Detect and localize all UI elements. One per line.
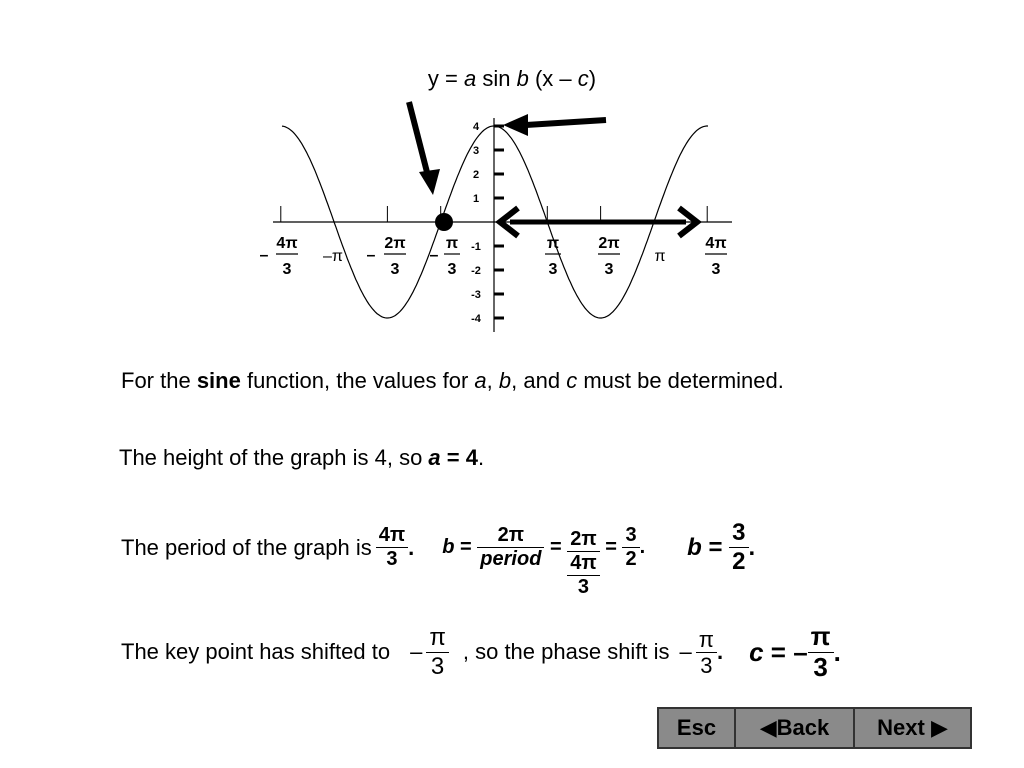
fraction-pi-over-3 <box>696 627 717 679</box>
x-label-pi: π <box>654 248 666 265</box>
minus-sign: – <box>410 639 423 665</box>
fraction-3-over-2 <box>622 524 639 571</box>
frac-den: 2 <box>729 547 748 576</box>
fraction-period <box>376 524 408 571</box>
y-tick-label: 4 <box>472 121 480 133</box>
phase-shift-fraction <box>680 627 724 679</box>
y-tick-label: 2 <box>472 169 480 181</box>
navigation-bar <box>657 707 972 749</box>
text: must be determined. <box>577 368 784 393</box>
text: The key point has shifted to <box>121 639 391 665</box>
fraction-2pi-over-4pi3 <box>567 528 599 599</box>
formula-c: c <box>577 66 589 91</box>
var-b: b <box>687 533 702 561</box>
label-num: π <box>546 235 560 252</box>
label-den: 3 <box>711 261 721 278</box>
fraction-pi-over-3 <box>426 624 449 680</box>
label-num: 2π <box>384 235 406 252</box>
sine-graph <box>0 0 1024 345</box>
equals-four: = 4 <box>440 445 478 470</box>
label-sign: – <box>429 247 439 264</box>
frac-num: 2π <box>570 528 597 550</box>
b-result <box>687 519 755 575</box>
label-den: 3 <box>604 261 614 278</box>
arrow-to-key-point <box>409 102 440 195</box>
var-a: a <box>474 368 487 393</box>
y-tick-label: -1 <box>471 241 481 253</box>
frac-den: 3 <box>696 652 717 678</box>
y-tick-label: -4 <box>471 313 481 325</box>
x-label-pi-3 <box>545 235 561 278</box>
label-sign: – <box>366 247 376 264</box>
var-b: b <box>498 368 512 393</box>
var-c: c <box>749 636 764 667</box>
frac-num: 3 <box>732 519 746 547</box>
y-tick-label: 3 <box>472 145 480 157</box>
text: . <box>833 636 841 667</box>
var-b: b <box>442 536 455 558</box>
formula-sin: sin <box>476 66 517 91</box>
frac-num: 4π <box>378 524 406 546</box>
x-label-neg-2pi-3 <box>367 235 406 278</box>
frac-num: π <box>429 624 446 652</box>
esc-button[interactable]: Esc <box>659 709 736 747</box>
text: The height of the graph is 4, so <box>119 445 429 470</box>
label-num: 4π <box>705 235 727 252</box>
formula-b: b <box>516 66 529 91</box>
text-line-period <box>121 512 756 598</box>
fraction-result <box>729 519 748 575</box>
back-button[interactable]: ◀Back <box>736 709 855 747</box>
frac-den: period <box>477 547 544 571</box>
equals-minus: = – <box>763 636 808 667</box>
text: For the <box>121 368 197 393</box>
text: . <box>639 536 646 558</box>
text-line-height <box>119 445 484 471</box>
frac-den-den: 3 <box>567 575 599 599</box>
label-den: 3 <box>447 261 457 278</box>
text: . <box>748 533 756 561</box>
formula-a: a <box>463 66 477 91</box>
label-den: 3 <box>282 261 292 278</box>
period-double-arrow <box>500 208 697 236</box>
var-c: c <box>566 368 578 393</box>
next-button[interactable]: Next ▶ <box>877 715 948 740</box>
frac-num: π <box>698 626 714 652</box>
label-num: 4π <box>276 235 298 252</box>
equals: = <box>544 536 568 558</box>
label-sign: – <box>259 247 269 264</box>
text: . <box>477 445 485 470</box>
formula-paren-close: ) <box>588 66 597 91</box>
x-label-neg-pi: –π <box>323 248 343 265</box>
label-num: 2π <box>598 235 620 252</box>
formula-paren-open: (x – <box>528 66 578 91</box>
frac-den: 3 <box>376 547 408 571</box>
frac-den: 3 <box>808 652 834 683</box>
key-point-dot <box>435 213 453 231</box>
x-label-4pi-3 <box>705 235 727 278</box>
text: , <box>486 368 499 393</box>
shift-fraction <box>410 624 449 680</box>
var-a: a <box>428 445 441 470</box>
fraction-result <box>808 622 834 683</box>
frac-num: 3 <box>625 524 637 546</box>
text-line-phase-shift <box>121 622 841 683</box>
frac-num: π <box>810 621 831 651</box>
formula-y-eq: y = <box>427 66 464 91</box>
frac-den: 2 <box>622 547 639 571</box>
text-bold-sine: sine <box>196 368 241 393</box>
x-label-neg-4pi-3 <box>260 235 298 278</box>
text: The period of the graph is <box>121 534 372 560</box>
x-label-2pi-3 <box>598 235 620 278</box>
y-tick-label: 1 <box>472 193 480 205</box>
label-den: 3 <box>548 261 558 278</box>
frac-den: 3 <box>426 652 449 681</box>
y-tick-label: -2 <box>471 265 481 277</box>
fraction-2pi-over-period <box>477 524 544 571</box>
frac-den-num: 4π <box>567 551 599 575</box>
frac-num: 2π <box>497 524 525 546</box>
c-result <box>749 622 841 683</box>
text: , so the phase shift is <box>462 639 670 665</box>
text: , and <box>511 368 567 393</box>
equals: = <box>701 533 730 561</box>
equals: = <box>599 536 623 558</box>
text-line-determine <box>121 368 784 394</box>
text: function, the values for <box>240 368 475 393</box>
label-den: 3 <box>390 261 400 278</box>
text: . <box>408 534 415 560</box>
label-num: π <box>445 235 459 252</box>
equals: = <box>454 536 478 558</box>
arrow-to-max <box>503 114 606 136</box>
y-tick-label: -3 <box>471 289 481 301</box>
b-equation <box>442 512 646 598</box>
text: . <box>716 639 724 665</box>
minus-sign: – <box>679 639 692 665</box>
